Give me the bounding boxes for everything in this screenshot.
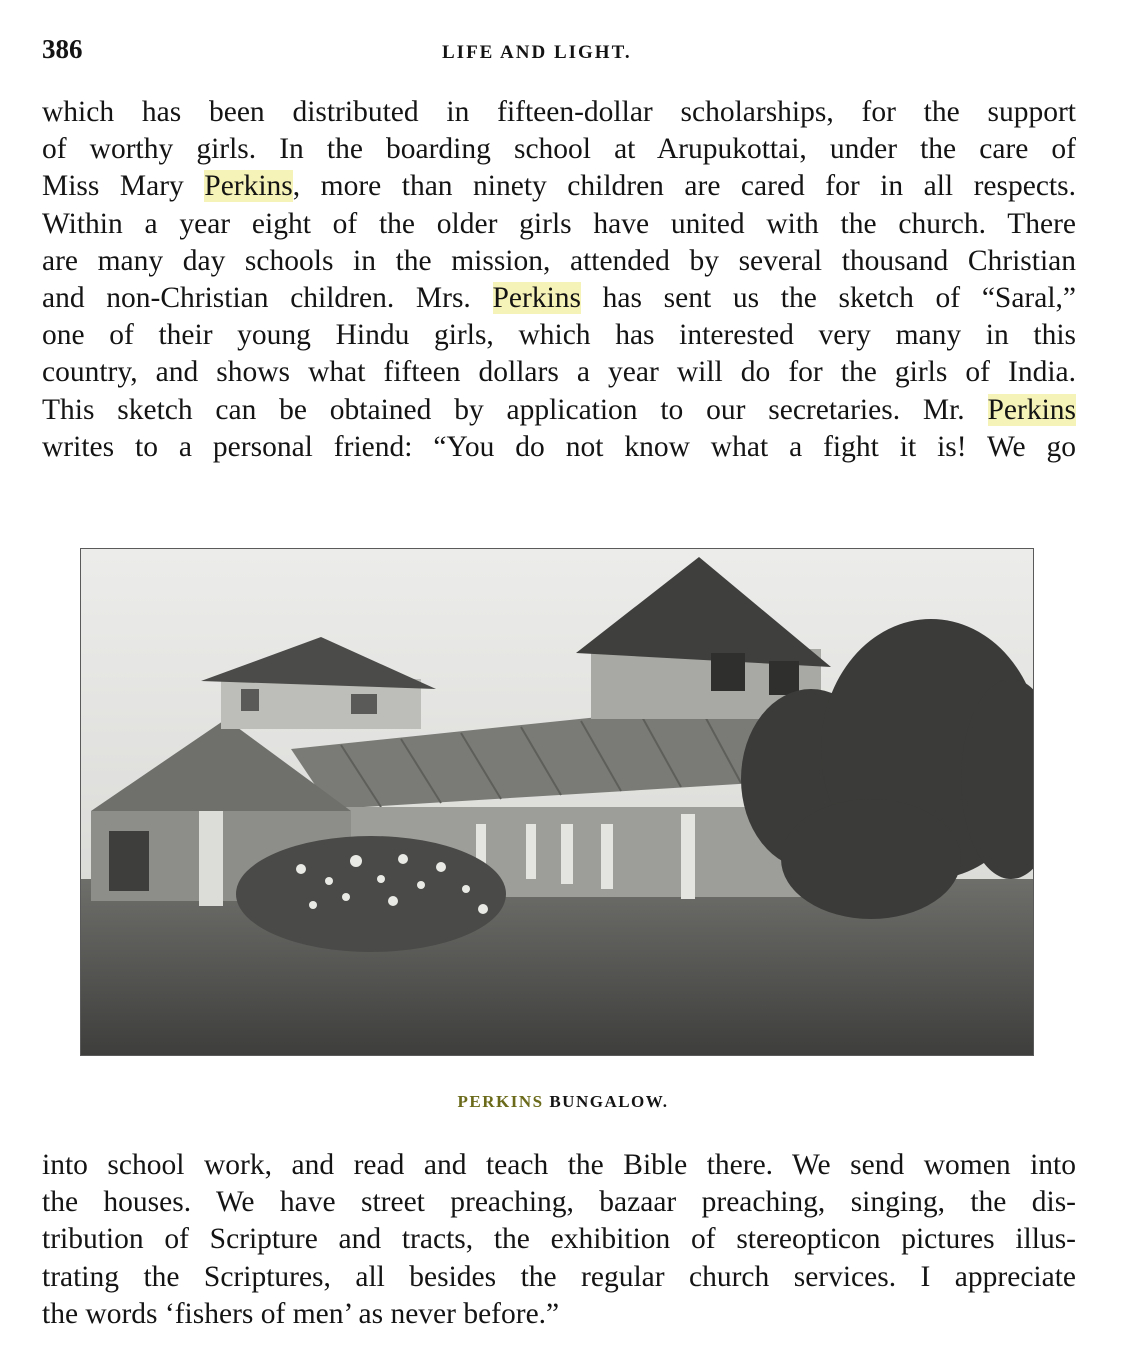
text-line <box>42 280 1076 317</box>
search-highlight: Perkins <box>492 281 581 314</box>
text-span: the words ‘fishers of men’ as never before.” <box>42 1297 560 1330</box>
text-span: country, and shows what fifteen dollars a year will do for the girls of India. <box>42 356 1076 389</box>
text-line <box>42 1296 1076 1333</box>
text-line <box>42 1184 1076 1221</box>
text-line <box>42 131 1076 168</box>
text-span: the houses. We have street preaching, bazaar preaching, singing, the dis- <box>42 1186 1076 1219</box>
text-line <box>42 1147 1076 1184</box>
text-line <box>42 1221 1076 1258</box>
top-paragraph <box>42 94 1076 466</box>
text-span: are many day schools in the mission, attended by several thousand Christian <box>42 244 1076 277</box>
bungalow-photograph <box>80 548 1034 1056</box>
text-span: and non-Christian children. Mrs. <box>42 281 493 314</box>
text-line <box>42 354 1076 391</box>
search-highlight: Perkins <box>204 170 293 203</box>
text-line <box>42 94 1076 131</box>
text-line <box>42 168 1076 205</box>
text-span: writes to a personal friend: “You do not know what a fight it is! We go <box>42 430 1076 463</box>
text-span: This sketch can be obtained by application to our secretaries. Mr. <box>42 393 988 426</box>
text-span: of worthy girls. In the boarding school at Arupukottai, under the care of <box>42 133 1076 166</box>
page-number: 386 <box>42 34 83 64</box>
page-header <box>42 34 1076 74</box>
text-span: which has been distributed in fifteen-dollar scholarships, for the support <box>42 96 1076 128</box>
text-line <box>42 317 1076 354</box>
text-line <box>42 243 1076 280</box>
figure-caption <box>0 1092 1126 1112</box>
text-span: has sent us the sketch of “Saral,” <box>581 281 1076 314</box>
text-span: into school work, and read and teach the Bible there. We send women into <box>42 1149 1076 1181</box>
text-line <box>42 1259 1076 1296</box>
bungalow-photo-illustration <box>81 549 1033 1055</box>
text-line <box>42 392 1076 429</box>
search-highlight: Perkins <box>987 393 1076 426</box>
bottom-paragraph <box>42 1147 1076 1333</box>
caption-highlight: PERKINS <box>457 1092 544 1111</box>
text-line <box>42 429 1076 466</box>
caption-text: BUNGALOW. <box>543 1092 669 1111</box>
text-line <box>42 206 1076 243</box>
text-span: , more than ninety children are cared for in all respects. <box>292 170 1076 203</box>
text-span: Miss Mary <box>42 170 205 203</box>
text-span: tribution of Scripture and tracts, the exhibition of stereopticon pictures illus- <box>42 1223 1076 1256</box>
text-span: one of their young Hindu girls, which has interested very many in this <box>42 319 1076 352</box>
left-porch-opening <box>109 831 149 891</box>
flowering-bush <box>236 836 506 952</box>
text-span: trating the Scriptures, all besides the regular church services. I appreciate <box>42 1260 1076 1293</box>
running-title: LIFE AND LIGHT. <box>442 42 632 63</box>
text-span: Within a year eight of the older girls have united with the church. There <box>42 207 1076 240</box>
left-porch-pillar <box>199 811 223 906</box>
